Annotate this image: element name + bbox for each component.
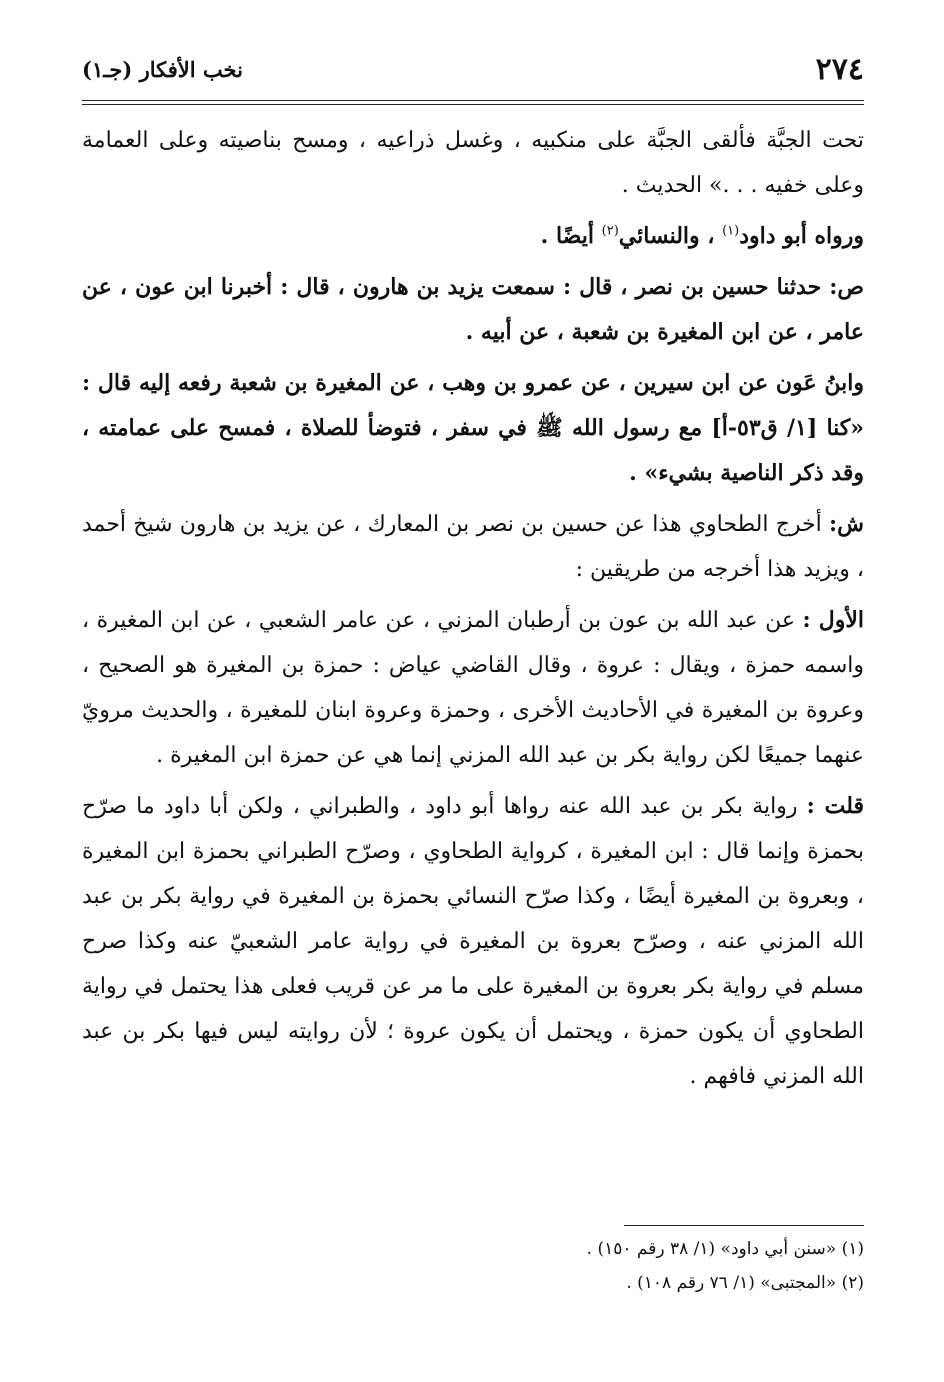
paragraph-lead: ص: xyxy=(829,274,864,300)
page-header xyxy=(82,48,864,90)
paragraph-text: تحت الجبَّة فألقى الجبَّة على منكبيه ، وغسل ذراعيه ، ومسح بناصيته وعلى العمامة وعلى خفيه . . .» الحديث . xyxy=(82,128,864,198)
page-number: ٢٧٤ xyxy=(815,51,864,87)
paragraph-text: رواية بكر بن عبد الله عنه رواها أبو داود ، والطبراني ، ولكن أبا داود ما صرّح بحمزة وإنما قال : ابن المغيرة ، كرواية الطحاوي ، وصرّح الطبراني بحمزة ابن المغيرة ، وبعروة بن المغيرة أيضًا ، وكذا صرّح النسائي بحمزة بن المغيرة في رواية بكر بن عبد الله المزني عنه ، وصرّح بعروة بن المغيرة في رواية عامر الشعبيّ عنه وكذا صرح مسلم في رواية بكر بعروة بن المغيرة على ما مر عن قريب فعلى هذا يحتمل في رواية الطحاوي أن يكون حمزة ، ويحتمل أن يكون عروة ؛ لأن روايته ليس فيها بكر بن عبد الله المزني فافهم . xyxy=(82,794,864,1089)
header-divider xyxy=(82,100,864,105)
paragraph-text: وابنُ عَون عن ابن سيرين ، عن عمرو بن وهب ، عن المغيرة بن شعبة رفعه إليه قال : «كنا [١/ ق٥٣-أ] مع رسول الله ﷺ في سفر ، فتوضأ للصلاة ، فمسح على عمامته ، وقد ذكر الناصية بشيء» . xyxy=(82,370,865,486)
paragraph-text: أيضًا . xyxy=(540,223,602,249)
paragraph-citation xyxy=(82,214,864,259)
paragraph-continuation xyxy=(82,118,864,208)
footnote-1: (١) «سنن أبي داود» (١/ ٣٨ رقم ١٥٠) . xyxy=(586,1239,864,1259)
running-title: نخب الأفكار (جـ١) xyxy=(82,56,243,82)
footnote-divider xyxy=(624,1225,864,1226)
main-text xyxy=(82,118,864,1105)
paragraph-text: ، والنسائي xyxy=(618,223,723,249)
footnote-2: (٢) «المجتبى» (١/ ٧٦ رقم ١٠٨) . xyxy=(626,1273,864,1293)
paragraph-hadith xyxy=(82,361,864,496)
paragraph-qultu xyxy=(82,784,864,1099)
footnote-ref-2[interactable]: (٢) xyxy=(601,223,619,239)
paragraph-sad xyxy=(82,265,864,355)
paragraph-text: عن عبد الله بن عون بن أرطبان المزني ، عن عامر الشعبي ، عن ابن المغيرة ، واسمه حمزة ، ويقال : عروة ، وقال القاضي عياض : حمزة بن المغيرة هو الصحيح ، وعروة بن المغيرة في الأحاديث الأخرى ، وحمزة وعروة ابنان للمغيرة ، والحديث مرويّ عنهما جميعًا لكن رواية بكر بن عبد الله المزني إنما هي عن حمزة ابن المغيرة . xyxy=(82,608,864,768)
paragraph-first-route xyxy=(82,598,864,778)
paragraph-text: أخرج الطحاوي هذا عن حسين بن نصر بن المعارك ، عن يزيد بن هارون شيخ أحمد ، ويزيد هذا أخرجه من طريقين : xyxy=(82,512,864,582)
footnotes xyxy=(82,1232,864,1300)
paragraph-text: ورواه أبو داود xyxy=(739,223,864,249)
paragraph-shin xyxy=(82,502,864,592)
paragraph-text: حدثنا حسين بن نصر ، قال : سمعت يزيد بن هارون ، قال : أخبرنا ابن عون ، عن عامر ، عن ابن المغيرة بن شعبة ، عن أبيه . xyxy=(82,274,864,345)
paragraph-lead: الأول : xyxy=(802,607,864,633)
footnote-ref-1[interactable]: (١) xyxy=(722,223,740,239)
paragraph-lead: ش: xyxy=(829,511,864,537)
paragraph-lead: قلت : xyxy=(806,793,865,819)
